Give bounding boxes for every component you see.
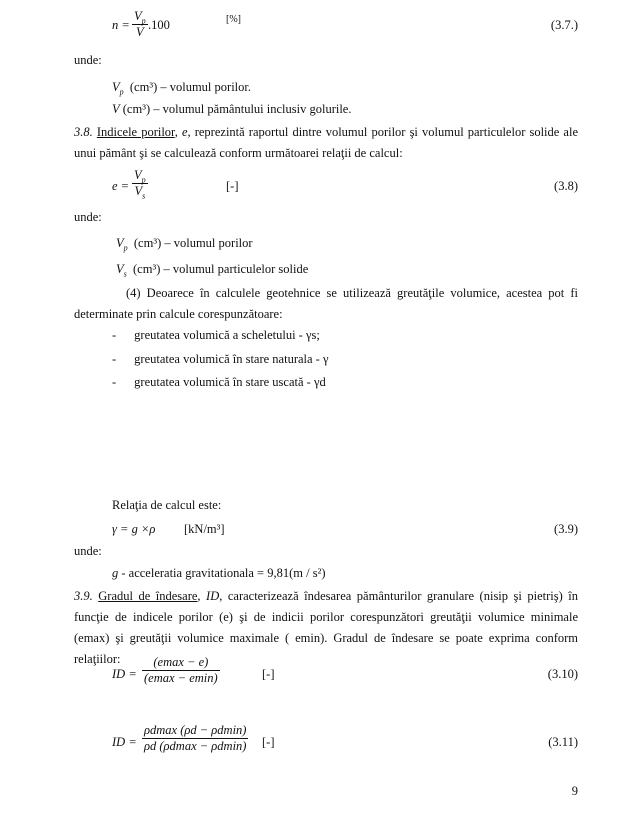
def-g: g - acceleratia gravitationala = 9,81(m / s²) bbox=[112, 566, 326, 580]
eq-3-7-unit: [%] bbox=[226, 14, 241, 25]
def-vs: $V_s$ (cm³) – volumul particulelor solide bbox=[116, 262, 309, 279]
eq-3-10-lhs: ID = bbox=[112, 667, 137, 681]
eq-3-8-unit: [-] bbox=[226, 179, 239, 193]
eq-3-10-fraction: (emax − e) (emax − emin) bbox=[144, 655, 218, 685]
def-vp-2: $V_p$ (cm³) – volumul porilor bbox=[116, 236, 253, 253]
eq-3-8-lhs: e = bbox=[112, 179, 130, 193]
eq-3-9-unit: [kN/m³] bbox=[184, 522, 225, 536]
eq-3-7-number: (3.7.) bbox=[550, 18, 578, 32]
unde-label-2: unde: bbox=[74, 210, 102, 224]
eq-3-10-number: (3.10) bbox=[547, 667, 578, 681]
eq-3-9-expr: γ = g ×ρ bbox=[112, 522, 156, 536]
eq-3-11-lhs: ID = bbox=[112, 735, 137, 749]
eq-3-11-number: (3.11) bbox=[548, 735, 578, 749]
def-vp-1: $V_p$ (cm³) – volumul porilor. bbox=[112, 80, 251, 97]
eq-3-11-fraction: ρdmax (ρd − ρdmin) ρd (ρdmax − ρdmin) bbox=[144, 723, 247, 753]
eq-3-8-number: (3.8) bbox=[554, 179, 578, 193]
eq-3-10-unit: [-] bbox=[262, 667, 275, 681]
eq-3-9-number: (3.9) bbox=[554, 522, 578, 536]
list-item: - greutatea volumică în stare naturala - γ bbox=[112, 352, 329, 366]
eq-3-8-fraction: $V_p$ $V_s$ bbox=[134, 168, 146, 201]
unde-label-1: unde: bbox=[74, 53, 102, 67]
relatia-label: Relaţia de calcul este: bbox=[112, 498, 222, 512]
paragraph-4: (4) Deoarece în calculele geotehnice se utilizează greutăţile volumice, acestea pot fi determinate prin calcule corespunzătoare: bbox=[74, 286, 578, 321]
list-item: - greutatea volumică a scheletului - γs; bbox=[112, 328, 320, 342]
section-3-8: 3.8. Indicele porilor, e, reprezintă raportul dintre volumul porilor şi volumul particulelor solide ale unui pământ şi se calculează conform următoarei relaţii de calcul: bbox=[74, 125, 578, 160]
eq-3-11-unit: [-] bbox=[262, 735, 275, 749]
eq-3-7-fraction: $V_p$ V bbox=[134, 9, 146, 39]
page-number: 9 bbox=[571, 784, 578, 798]
def-v: V (cm³) – volumul pământului inclusiv golurile. bbox=[112, 102, 352, 116]
eq-3-7-rest: .100 bbox=[148, 18, 170, 32]
eq-3-7-lhs: n = bbox=[112, 18, 130, 32]
section-3-9: 3.9. Gradul de îndesare, ID, caracterizează îndesarea pământurilor granulare (nisip şi pietriş) în funcţie de indicele porilor (e) şi de indicii porilor corespunzători greutăţii volumice minimale (emax) şi greutăţii volumice maximale ( emin). Gradul de îndesare se poate exprima conform relaţiilor: bbox=[74, 589, 578, 666]
unde-label-3: unde: bbox=[74, 544, 102, 558]
list-item: - greutatea volumică în stare uscată - γd bbox=[112, 375, 326, 389]
